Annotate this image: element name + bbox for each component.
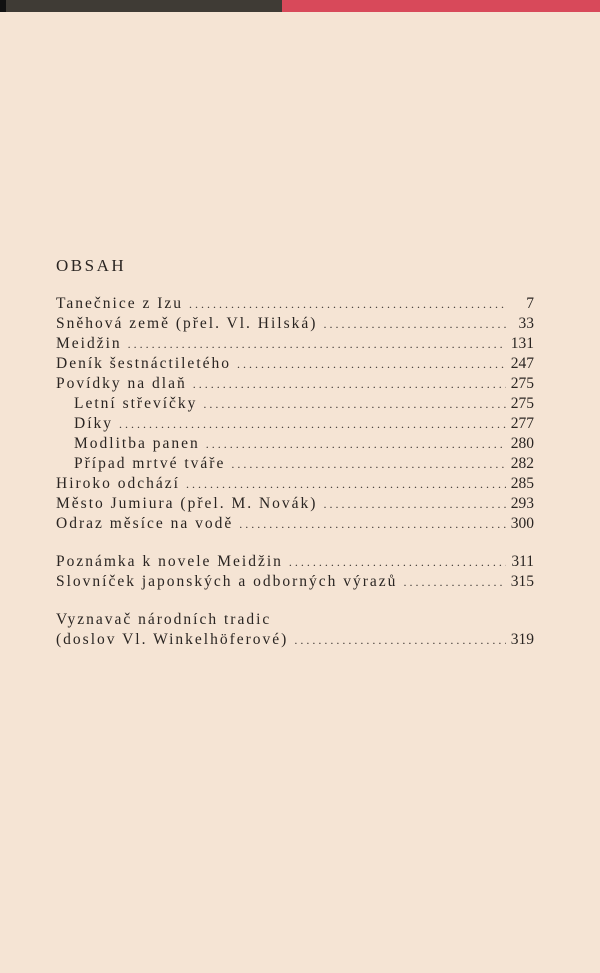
toc-group	[56, 611, 534, 651]
dot-leader	[203, 395, 506, 413]
toc-entry-title: Město Jumiura (přel. M. Novák)	[56, 495, 318, 512]
toc-subentry	[56, 415, 534, 435]
dot-leader	[237, 355, 506, 373]
toc-entry-title: (doslov Vl. Winkelhöferové)	[56, 631, 289, 648]
toc-page-number: 7	[526, 295, 534, 312]
dot-leader	[189, 295, 506, 313]
book-edge-strip	[0, 0, 600, 12]
toc-page-number: 131	[510, 335, 534, 352]
toc-entry	[56, 475, 534, 495]
toc-entry	[56, 375, 534, 395]
toc-subentry	[56, 395, 534, 415]
dot-leader	[289, 553, 506, 571]
toc-entry-title: Povídky na dlaň	[56, 375, 187, 392]
toc-page-number: 315	[510, 573, 534, 590]
toc-subentry	[56, 435, 534, 455]
toc-page-number: 311	[511, 553, 534, 570]
toc-page-number: 285	[510, 475, 534, 492]
toc-entry-title: Modlitba panen	[74, 435, 200, 452]
toc-entry-title: Tanečnice z Izu	[56, 295, 184, 312]
toc-entry	[56, 335, 534, 355]
toc-entry-title: Poznámka k novele Meidžin	[56, 553, 283, 570]
spine-edge	[0, 0, 6, 12]
toc-entry-title: Odraz měsíce na vodě	[56, 515, 234, 532]
toc-entry	[56, 573, 534, 593]
toc-page-number: 275	[510, 395, 534, 412]
toc-entry	[56, 631, 534, 651]
toc-page-number: 275	[510, 375, 534, 392]
toc-entry-title: Hiroko odchází	[56, 475, 180, 492]
dot-leader	[186, 475, 506, 493]
dot-leader	[128, 335, 506, 353]
toc-group	[56, 295, 534, 535]
toc-group	[56, 553, 534, 593]
dot-leader	[206, 435, 506, 453]
toc-entry-title: Meidžin	[56, 335, 122, 352]
toc-entry-title: Deník šestnáctiletého	[56, 355, 231, 372]
toc-page-number: 300	[510, 515, 534, 532]
toc-entry-title: Letní střevíčky	[74, 395, 198, 412]
toc-entry-title: Slovníček japonských a odborných výrazů	[56, 573, 398, 590]
toc-entry	[56, 355, 534, 375]
toc-entry-title: Vyznavač národních tradic	[56, 611, 272, 628]
dot-leader	[294, 631, 506, 649]
table-of-contents	[56, 295, 534, 651]
toc-entry	[56, 553, 534, 573]
dot-leader	[403, 573, 506, 591]
dot-leader	[323, 315, 506, 333]
toc-entry	[56, 495, 534, 515]
toc-entry-title: Případ mrtvé tváře	[74, 455, 226, 472]
toc-entry	[56, 611, 534, 631]
toc-entry	[56, 515, 534, 535]
toc-page-number: 319	[510, 631, 534, 648]
toc-page-number: 247	[510, 355, 534, 372]
toc-entry	[56, 315, 534, 335]
toc-page-number: 280	[510, 435, 534, 452]
toc-entry	[56, 295, 534, 315]
toc-page-number: 282	[510, 455, 534, 472]
toc-page-number: 33	[518, 315, 534, 332]
toc-entry-title: Díky	[74, 415, 113, 432]
dot-leader	[231, 455, 506, 473]
spine-red-band	[282, 0, 600, 12]
dot-leader	[193, 375, 506, 393]
dot-leader	[239, 515, 506, 533]
spine-dark-band	[0, 0, 282, 12]
toc-page-number: 293	[510, 495, 534, 512]
dot-leader	[323, 495, 506, 513]
page-title: OBSAH	[56, 256, 127, 275]
toc-entry-title: Sněhová země (přel. Vl. Hilská)	[56, 315, 318, 332]
toc-subentry	[56, 455, 534, 475]
toc-page-number: 277	[510, 415, 534, 432]
dot-leader	[119, 415, 506, 433]
